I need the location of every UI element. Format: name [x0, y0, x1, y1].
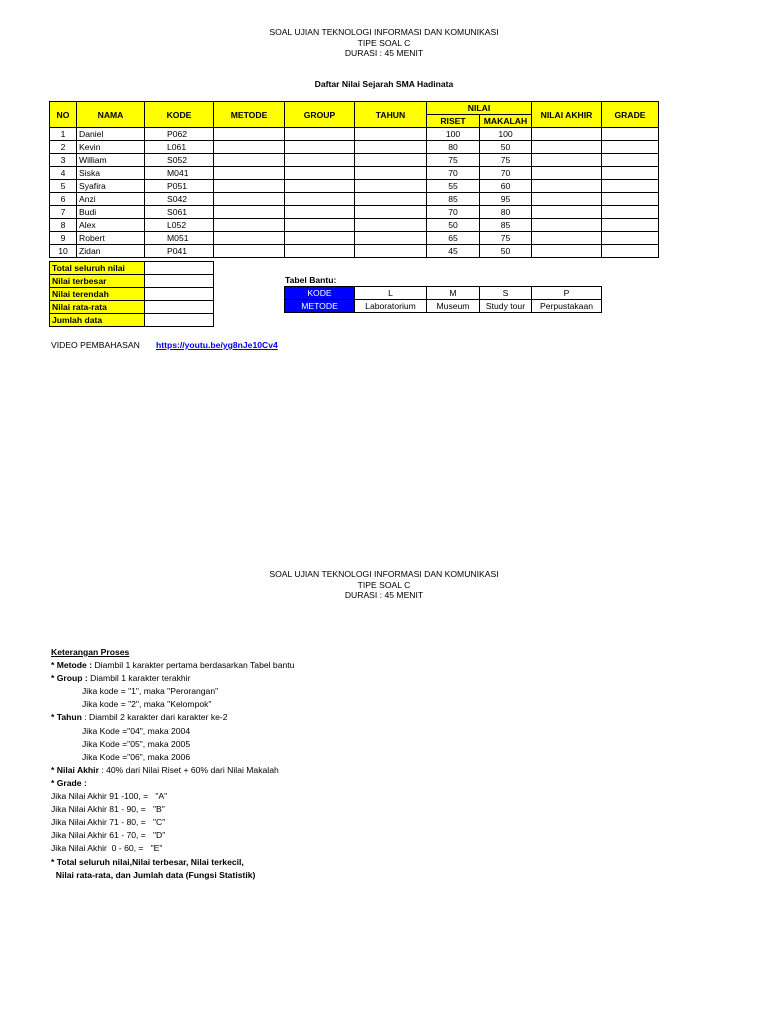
cell-makalah: 70	[480, 167, 532, 180]
cell-riset: 80	[427, 141, 480, 154]
cell-group[interactable]	[285, 232, 355, 245]
cell-riset: 85	[427, 193, 480, 206]
cell-tahun[interactable]	[355, 206, 427, 219]
note-statistics: Nilai rata-rata, dan Jumlah data (Fungsi Statistik)	[51, 869, 256, 880]
cell-kode: S042	[145, 193, 214, 206]
cell-metode[interactable]	[214, 141, 285, 154]
table-row	[50, 141, 659, 154]
helper-row-metode	[285, 300, 602, 313]
cell-tahun[interactable]	[355, 154, 427, 167]
cell-grade[interactable]	[602, 128, 659, 141]
cell-metode[interactable]	[214, 180, 285, 193]
cell-no: 4	[50, 167, 77, 180]
cell-tahun[interactable]	[355, 180, 427, 193]
table-row	[50, 193, 659, 206]
cell-nilai-akhir[interactable]	[532, 128, 602, 141]
note-grade-detail: Jika Nilai Akhir 71 - 80, = "C"	[51, 817, 166, 828]
cell-riset: 55	[427, 180, 480, 193]
note-tahun	[51, 711, 294, 724]
cell-riset: 100	[427, 128, 480, 141]
note-grade-detail: Jika Nilai Akhir 91 -100, = "A"	[51, 791, 168, 802]
helper-metode-cell: Museum	[427, 300, 480, 313]
cell-nilai-akhir[interactable]	[532, 154, 602, 167]
header-type: TIPE SOAL C	[357, 579, 411, 590]
cell-nama: William	[77, 154, 145, 167]
process-notes	[51, 646, 294, 882]
note-value: : 40% dari Nilai Riset + 60% dari Nilai Makalah	[98, 764, 279, 775]
cell-no: 2	[50, 141, 77, 154]
cell-makalah: 50	[480, 245, 532, 258]
cell-grade[interactable]	[602, 245, 659, 258]
cell-kode: P041	[145, 245, 214, 258]
cell-riset: 75	[427, 154, 480, 167]
col-header-nilai-akhir: NILAI AKHIR	[532, 102, 602, 128]
cell-group[interactable]	[285, 154, 355, 167]
cell-riset: 65	[427, 232, 480, 245]
cell-metode[interactable]	[214, 128, 285, 141]
summary-value-avg[interactable]	[145, 301, 214, 314]
col-header-makalah: MAKALAH	[480, 115, 532, 128]
cell-group[interactable]	[285, 180, 355, 193]
cell-makalah: 60	[480, 180, 532, 193]
summary-row-min	[50, 288, 214, 301]
cell-group[interactable]	[285, 206, 355, 219]
cell-riset: 70	[427, 206, 480, 219]
cell-nama: Daniel	[77, 128, 145, 141]
table-row	[50, 245, 659, 258]
cell-nilai-akhir[interactable]	[532, 180, 602, 193]
cell-metode[interactable]	[214, 206, 285, 219]
helper-kode-cell: P	[532, 287, 602, 300]
summary-value-count[interactable]	[145, 314, 214, 327]
table-row	[50, 206, 659, 219]
cell-nilai-akhir[interactable]	[532, 219, 602, 232]
cell-grade[interactable]	[602, 232, 659, 245]
summary-row-total	[50, 262, 214, 275]
table-row	[50, 154, 659, 167]
cell-no: 10	[50, 245, 77, 258]
summary-label-max: Nilai terbesar	[50, 275, 145, 288]
note-statistics: * Total seluruh nilai,Nilai terbesar, Nilai terkecil,	[51, 856, 244, 867]
header-top	[0, 27, 768, 59]
note-key: * Tahun	[51, 712, 82, 723]
note-detail: Jika Kode ="04", maka 2004	[82, 725, 191, 736]
cell-makalah: 75	[480, 232, 532, 245]
cell-nama: Zidan	[77, 245, 145, 258]
header-second	[0, 569, 768, 601]
notes-title: Keterangan Proses	[51, 647, 130, 657]
summary-row-count	[50, 314, 214, 327]
summary-label-min: Nilai terendah	[50, 288, 145, 301]
cell-kode: L052	[145, 219, 214, 232]
col-header-nilai: NILAI	[427, 102, 532, 115]
cell-tahun[interactable]	[355, 232, 427, 245]
note-grade-detail: Jika Nilai Akhir 61 - 70, = "D"	[51, 830, 166, 841]
cell-riset: 70	[427, 167, 480, 180]
cell-makalah: 85	[480, 219, 532, 232]
header-type: TIPE SOAL C	[357, 37, 411, 48]
cell-tahun[interactable]	[355, 193, 427, 206]
cell-nama: Syafira	[77, 180, 145, 193]
helper-metode-cell: Perpustakaan	[532, 300, 602, 313]
cell-tahun[interactable]	[355, 219, 427, 232]
header-title: SOAL UJIAN TEKNOLOGI INFORMASI DAN KOMUNIKASI	[269, 27, 499, 37]
cell-grade[interactable]	[602, 141, 659, 154]
cell-nilai-akhir[interactable]	[532, 206, 602, 219]
table-row	[50, 180, 659, 193]
note-key: * Metode :	[51, 660, 93, 671]
cell-group[interactable]	[285, 128, 355, 141]
summary-row-max	[50, 275, 214, 288]
cell-nama: Robert	[77, 232, 145, 245]
table-title: Daftar Nilai Sejarah SMA Hadinata	[314, 79, 454, 89]
cell-nilai-akhir[interactable]	[532, 245, 602, 258]
cell-group[interactable]	[285, 167, 355, 180]
cell-group[interactable]	[285, 193, 355, 206]
cell-no: 9	[50, 232, 77, 245]
header-duration: DURASI : 45 MENIT	[344, 48, 424, 58]
cell-grade[interactable]	[602, 154, 659, 167]
col-header-grade: GRADE	[602, 102, 659, 128]
cell-nilai-akhir[interactable]	[532, 167, 602, 180]
cell-nama: Siska	[77, 167, 145, 180]
cell-nilai-akhir[interactable]	[532, 141, 602, 154]
helper-label-kode: KODE	[285, 287, 355, 300]
note-detail: Jika Kode ="06", maka 2006	[82, 751, 191, 762]
cell-kode: M041	[145, 167, 214, 180]
summary-label-avg: Nilai rata-rata	[50, 301, 145, 314]
cell-tahun[interactable]	[355, 167, 427, 180]
cell-kode: P051	[145, 180, 214, 193]
summary-value-max[interactable]	[145, 275, 214, 288]
note-detail: Jika kode = "1", maka "Perorangan"	[82, 686, 219, 697]
cell-kode: P062	[145, 128, 214, 141]
cell-kode: M051	[145, 232, 214, 245]
helper-kode-cell: L	[355, 287, 427, 300]
table-row	[50, 167, 659, 180]
note-detail: Jika Kode ="05", maka 2005	[82, 738, 191, 749]
note-metode	[51, 659, 294, 672]
header-duration: DURASI : 45 MENIT	[344, 590, 424, 600]
cell-no: 8	[50, 219, 77, 232]
note-detail: Jika kode = "2", maka "Kelompok"	[82, 699, 212, 710]
helper-label-metode: METODE	[285, 300, 355, 313]
cell-no: 6	[50, 193, 77, 206]
col-header-kode: KODE	[145, 102, 214, 128]
cell-makalah: 95	[480, 193, 532, 206]
cell-group[interactable]	[285, 141, 355, 154]
helper-metode-cell: Study tour	[480, 300, 532, 313]
note-value: : Diambil 2 karakter dari karakter ke-2	[81, 712, 228, 723]
note-grade-detail: Jika Nilai Akhir 81 - 90, = "B"	[51, 804, 165, 815]
table-row	[50, 128, 659, 141]
table-row	[50, 232, 659, 245]
cell-makalah: 50	[480, 141, 532, 154]
cell-metode[interactable]	[214, 154, 285, 167]
cell-metode[interactable]	[214, 232, 285, 245]
cell-no: 5	[50, 180, 77, 193]
summary-value-total[interactable]	[145, 262, 214, 275]
note-key: * Group :	[51, 673, 88, 684]
cell-nilai-akhir[interactable]	[532, 193, 602, 206]
cell-kode: S061	[145, 206, 214, 219]
cell-metode[interactable]	[214, 193, 285, 206]
summary-value-min[interactable]	[145, 288, 214, 301]
note-value: Diambil 1 karakter pertama berdasarkan Tabel bantu	[92, 660, 295, 671]
col-header-no: NO	[50, 102, 77, 128]
helper-table-title: Tabel Bantu:	[285, 275, 337, 285]
cell-kode: L061	[145, 141, 214, 154]
cell-tahun[interactable]	[355, 245, 427, 258]
col-header-riset: RISET	[427, 115, 480, 128]
cell-grade[interactable]	[602, 193, 659, 206]
cell-group[interactable]	[285, 219, 355, 232]
summary-row-avg	[50, 301, 214, 314]
cell-metode[interactable]	[214, 245, 285, 258]
helper-kode-cell: S	[480, 287, 532, 300]
summary-label-total: Total seluruh nilai	[50, 262, 145, 275]
cell-metode[interactable]	[214, 219, 285, 232]
helper-kode-cell: M	[427, 287, 480, 300]
cell-grade[interactable]	[602, 219, 659, 232]
cell-no: 3	[50, 154, 77, 167]
cell-kode: S052	[145, 154, 214, 167]
video-link[interactable]: https://youtu.be/yg8nJe10Cv4	[156, 340, 278, 350]
note-grade: * Grade :	[51, 777, 87, 788]
note-group	[51, 672, 294, 685]
col-header-metode: METODE	[214, 102, 285, 128]
note-grade-detail: Jika Nilai Akhir 0 - 60, = "E"	[51, 843, 163, 854]
note-key: * Nilai Akhir	[51, 764, 99, 775]
summary-label-count: Jumlah data	[50, 314, 145, 327]
cell-no: 1	[50, 128, 77, 141]
cell-nilai-akhir[interactable]	[532, 232, 602, 245]
col-header-tahun: TAHUN	[355, 102, 427, 128]
cell-tahun[interactable]	[355, 141, 427, 154]
cell-nama: Alex	[77, 219, 145, 232]
cell-grade[interactable]	[602, 180, 659, 193]
col-header-group: GROUP	[285, 102, 355, 128]
cell-nama: Anzi	[77, 193, 145, 206]
note-nilai-akhir	[51, 764, 294, 777]
header-title: SOAL UJIAN TEKNOLOGI INFORMASI DAN KOMUNIKASI	[269, 569, 499, 579]
summary-table	[49, 261, 214, 327]
helper-metode-cell: Laboratorium	[355, 300, 427, 313]
cell-nama: Kevin	[77, 141, 145, 154]
col-header-nama: NAMA	[77, 102, 145, 128]
cell-makalah: 80	[480, 206, 532, 219]
cell-makalah: 75	[480, 154, 532, 167]
cell-riset: 45	[427, 245, 480, 258]
cell-metode[interactable]	[214, 167, 285, 180]
cell-grade[interactable]	[602, 167, 659, 180]
cell-group[interactable]	[285, 245, 355, 258]
cell-makalah: 100	[480, 128, 532, 141]
note-value: Diambil 1 karakter terakhir	[87, 673, 191, 684]
helper-row-kode	[285, 287, 602, 300]
helper-table	[284, 286, 602, 313]
cell-no: 7	[50, 206, 77, 219]
cell-nama: Budi	[77, 206, 145, 219]
table-row	[50, 219, 659, 232]
grades-table	[49, 101, 659, 258]
cell-tahun[interactable]	[355, 128, 427, 141]
cell-grade[interactable]	[602, 206, 659, 219]
video-label: VIDEO PEMBAHASAN	[51, 340, 140, 350]
cell-riset: 50	[427, 219, 480, 232]
